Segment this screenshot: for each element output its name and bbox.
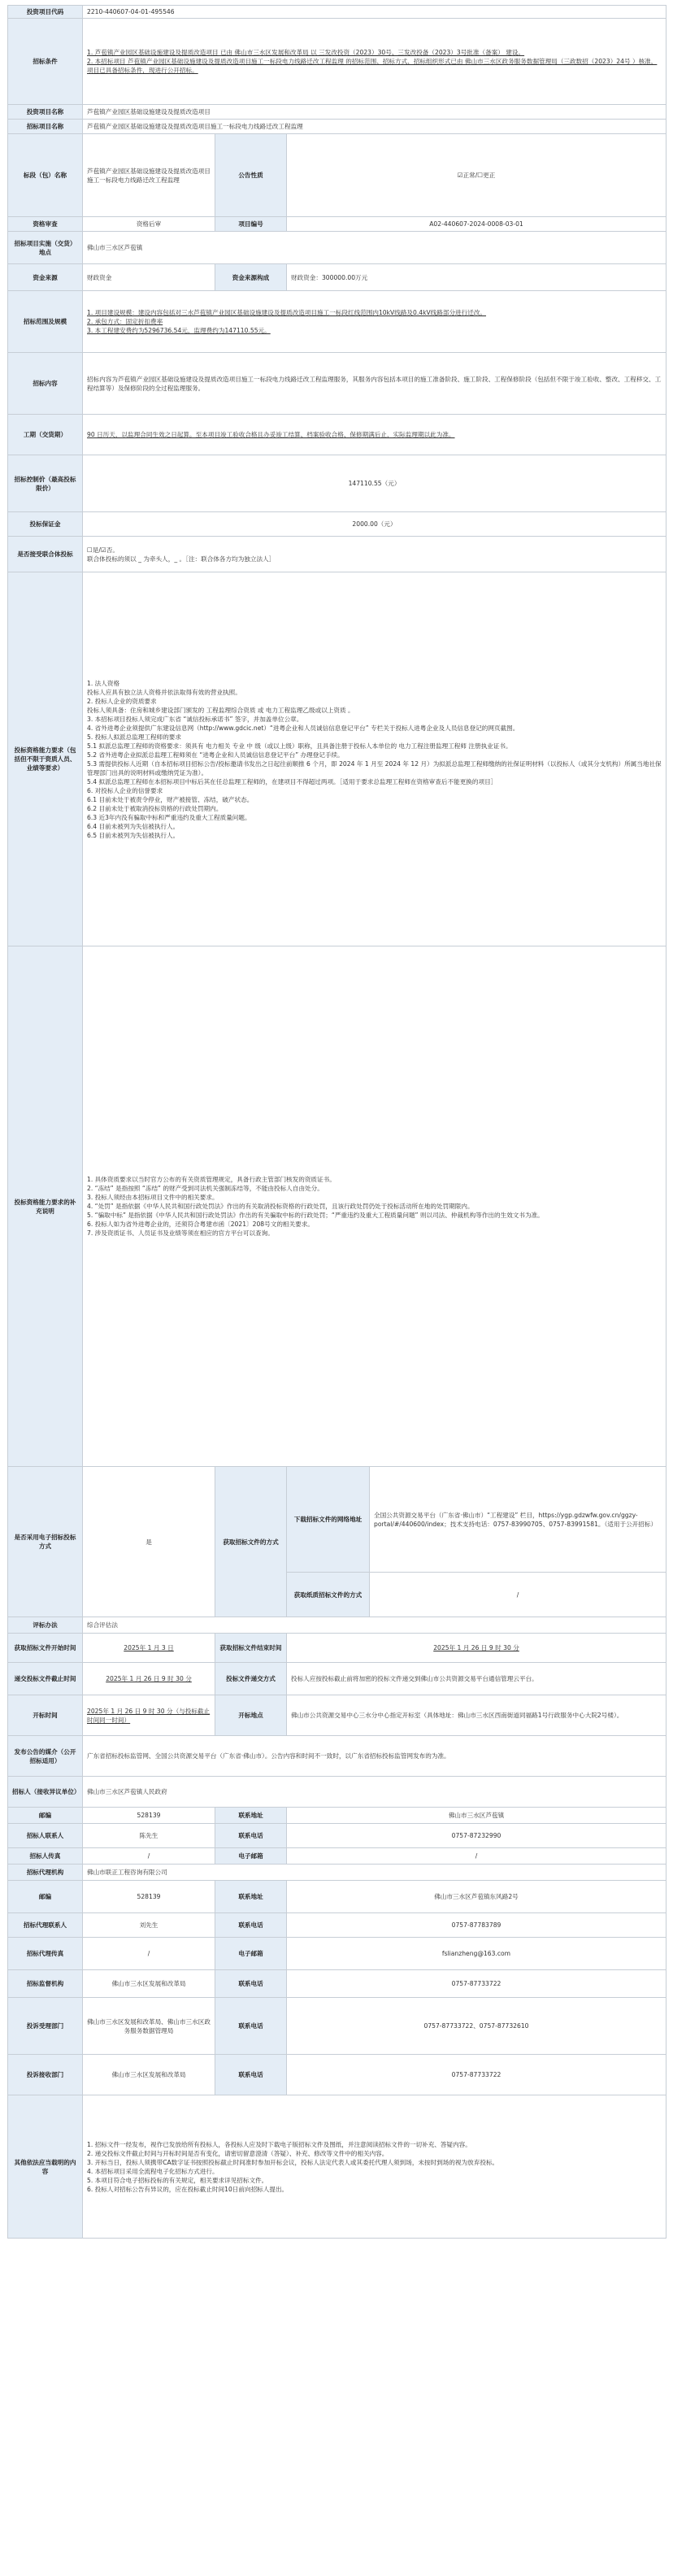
- requirement-line: 3. 本招标项目投标人须完成广东省 “诚信投标承诺书” 签字，并加盖单位公章。: [87, 715, 303, 723]
- supplementary-line: 3. 投标人须经由本招标项目文件中的相关要求。: [87, 1194, 219, 1201]
- requirement-line: 投标人应具有独立法人资格并依法取得有效的营业执照。: [87, 688, 241, 696]
- complaint-phone-label: 联系电话: [215, 1998, 287, 2055]
- scope-text: [83, 291, 666, 353]
- complaint-value: 佛山市三水区发展和改革局、佛山市三水区政务服务数据管理局: [83, 1998, 215, 2055]
- project-code-label: 投资项目代码: [8, 6, 83, 19]
- other-line: 6. 投标人对招标公告有异议的，应在投标截止时间10日前向招标人提出。: [87, 2185, 289, 2193]
- download-method-label: 获取招标文件的方式: [215, 1467, 287, 1617]
- project-number-label: 项目编号: [215, 217, 287, 232]
- tenderer-label: 招标人（接收异议单位）: [8, 1777, 83, 1808]
- supplementary-line: 6. 投标人如为省外进粤企业的，还须符合粤建市函〔2021〕208号文的相关要求。: [87, 1221, 314, 1228]
- tenderer-email-label: 电子邮箱: [215, 1848, 287, 1865]
- project-number-value: A02-440607-2024-0008-03-01: [287, 217, 666, 232]
- paper-method-label: 获取纸质招标文件的方式: [287, 1573, 370, 1617]
- guarantee-value: 2000.00（元）: [83, 512, 666, 537]
- other-line: 5. 本项目符合电子招标投标的有关规定，相关要求详见招标文件。: [87, 2176, 268, 2184]
- consortium-text: [83, 537, 666, 572]
- tenderer-postcode-label: 邮编: [8, 1808, 83, 1824]
- agency-email-label: 电子邮箱: [215, 1938, 287, 1970]
- scope-line: 2. 承包方式：固定折扣费率: [87, 318, 163, 325]
- tenderer-phone-label: 联系电话: [215, 1824, 287, 1848]
- opening-time-label: 开标时间: [8, 1695, 83, 1736]
- requirement-line: 1. 法人资格: [87, 679, 120, 687]
- supervision-phone: 0757-87733722: [287, 1970, 666, 1998]
- complaint-dept-label: 投诉接收部门: [8, 2055, 83, 2095]
- requirement-line: 6. 对投标人企业的信誉要求: [87, 786, 163, 794]
- deadline-value: 2025年 1 月 26 日 9 时 30 分: [83, 1663, 215, 1695]
- submission-method-label: 投标文件递交方式: [215, 1663, 287, 1695]
- submission-method-value: 投标人应按投标截止前将加密的投标文件递交到佛山市公共资源交易平台通信管理云平台。: [287, 1663, 666, 1695]
- tenderer-phone: 0757-87232990: [287, 1824, 666, 1848]
- agency-postcode: 528139: [83, 1881, 215, 1913]
- other-line: 2. 递交投标文件截止时间与开标时间是否有变化，请密切留意澄清（答疑）、补充、修改等文件中的相关内容。: [87, 2149, 389, 2157]
- agency-fax: /: [83, 1938, 215, 1970]
- evaluation-value: 综合评估法: [83, 1617, 666, 1634]
- electronic-value: 是: [83, 1467, 215, 1617]
- tender-announcement: [7, 5, 666, 2239]
- scope-label: 招标范围及规模: [8, 291, 83, 353]
- requirement-line: 5.4 拟派总监理工程师在本招标项目中标后其在任总监理工程师的，在建项目不得超过两项。［适用于要求总监理工程师在资格审查后不能更换的项目］: [87, 777, 497, 785]
- control-price-label: 招标控制价（最高投标限价）: [8, 455, 83, 512]
- requirement-line: 6.3 近3年内没有骗取中标和严重违约及重大工程质量问题。: [87, 813, 251, 821]
- deadline-label: 递交投标文件截止时间: [8, 1663, 83, 1695]
- tenderer-postcode: 528139: [83, 1808, 215, 1824]
- scope-line: 3. 本工程建安费约为5296736.54元，监理费约为147110.55元。: [87, 327, 271, 334]
- tenderer-address-label: 联系地址: [215, 1808, 287, 1824]
- requirement-line: 6.1 目前未处于被责令停业，财产被接管、冻结，破产状态。: [87, 795, 254, 803]
- obtain-start-value: 2025年 1 月 3 日: [83, 1634, 215, 1663]
- agency-contact-label: 招标代理联系人: [8, 1913, 83, 1938]
- lot-value: 芦苞镇产业园区基础设施建设及提质改造项目施工一标段电力线路迁改工程监理: [83, 134, 215, 217]
- duration-label: 工期（交货期）: [8, 415, 83, 455]
- download-address-label: 下载招标文件的网络地址: [287, 1467, 370, 1573]
- agency-name: 佛山市联正工程咨询有限公司: [83, 1865, 666, 1881]
- obtain-end-value: 2025年 1 月 26 日 9 时 30 分: [287, 1634, 666, 1663]
- announcement-table: [7, 5, 666, 2239]
- complaint-label: 投诉受理部门: [8, 1998, 83, 2055]
- agency-address-label: 联系地址: [215, 1881, 287, 1913]
- consortium-line: 联合体投标的须以 _ 为牵头人，_ 。［注：联合体各方均为独立法人］: [87, 555, 276, 563]
- requirement-line: 6.4 目前未被列为失信被执行人。: [87, 822, 180, 830]
- agency-label: 招标代理机构: [8, 1865, 83, 1881]
- tender-project-name-value: 芦苞镇产业园区基础设施建设及提质改造项目施工一标段电力线路迁改工程监理: [83, 120, 666, 134]
- other-line: 4. 本招标项目采用全流程电子化招标方式进行。: [87, 2167, 219, 2175]
- other-label: 其他依法应当载明的内容: [8, 2095, 83, 2239]
- opening-place-value: 佛山市公共资源交易中心三水分中心指定开标室（具体地址：佛山市三水区西南街道同福路1号行政服务中心大院2号楼）。: [287, 1695, 666, 1736]
- funds-amount-value: 财政资金：300000.00万元: [287, 264, 666, 291]
- tenderer-contact-label: 招标人联系人: [8, 1824, 83, 1848]
- complaint-dept-value: 佛山市三水区发展和改革局: [83, 2055, 215, 2095]
- opening-place-label: 开标地点: [215, 1695, 287, 1736]
- lot-label: 标段（包）名称: [8, 134, 83, 217]
- tenderer-fax-label: 招标人传真: [8, 1848, 83, 1865]
- requirement-line: 2. 投标人企业的资质要求: [87, 697, 157, 705]
- tender-conditions-label: 招标条件: [8, 19, 83, 105]
- complaint-dept-phone: 0757-87733722: [287, 2055, 666, 2095]
- complaint-phone: 0757-87733722、0757-87732610: [287, 1998, 666, 2055]
- qualification-label: 资格审查: [8, 217, 83, 232]
- tenderer-name: 佛山市三水区芦苞镇人民政府: [83, 1777, 666, 1808]
- supplementary-line: 7. 涉及资质证书、人员证书及业绩等须在相应的官方平台可以查询。: [87, 1229, 274, 1237]
- tender-conditions-line: 1. 芦苞镇产业园区基础设施建设及提质改造项目 已由 佛山市三水区发展和改革局 以 三发改投资（2023）30号、三发改投备（2023）3号批准（备案） 建设。: [87, 49, 525, 56]
- supplementary-text: [83, 946, 666, 1467]
- agency-postcode-label: 邮编: [8, 1881, 83, 1913]
- supplementary-label: 投标资格能力要求的补充说明: [8, 946, 83, 1467]
- requirement-line: 5. 投标人拟派总监理工程师的要求: [87, 733, 181, 741]
- project-code-value: 2210-440607-04-01-495546: [83, 6, 666, 19]
- project-name-value: 芦苞镇产业园区基础设施建设及提质改造项目: [83, 105, 666, 120]
- funds-amount-label: 资金来源构成: [215, 264, 287, 291]
- consortium-label: 是否接受联合体投标: [8, 537, 83, 572]
- notice-type-value: ☑正常/☐更正: [287, 134, 666, 217]
- location-value: 佛山市三水区芦苞镇: [83, 232, 666, 264]
- content-line: 招标内容为芦苞镇产业园区基础设施建设及提质改造项目施工一标段电力线路迁改工程监理服务，其服务内容包括本项目的施工准备阶段、施工阶段、工程保修阶段（包括但不限于竣工验收、整改、工程移交、工程结算等）及保修阶段的全过程监理服务。: [87, 375, 662, 392]
- control-price-value: 147110.55（元）: [83, 455, 666, 512]
- project-name-label: 投资项目名称: [8, 105, 83, 120]
- funds-value: 财政资金: [83, 264, 215, 291]
- requirement-line: 6.2 目前未处于被取消投标资格的行政处罚期内。: [87, 804, 223, 812]
- tender-conditions-text: [83, 19, 666, 105]
- scope-line: 1. 项目建设规模：建设内容包括对三水芦苞镇产业园区基础设施建设及提质改造项目施工一标段红线范围内10kV线路及0.4kV线路部分进行迁改。: [87, 309, 487, 316]
- tenderer-email: /: [287, 1848, 666, 1865]
- requirement-line: 5.2 省外进粤企业拟派总监理工程师须在 “进粤企业和人员诚信信息登记平台” 办理登记手续。: [87, 751, 344, 759]
- supplementary-line: 5. “骗取中标” 是指依据《中华人民共和国行政处罚法》作出的有关骗取中标的行政处罚；“严重违约及重大工程质量问题” 则以司法、仲裁机构等作出的生效文书为准。: [87, 1212, 544, 1219]
- agency-phone: 0757-87783789: [287, 1913, 666, 1938]
- requirement-line: 5.1 拟派总监理工程师的资格要求：须具有 电力相关 专业 中 级（或以上级）职称，且具备注册于投标人本单位的 电力工程注册监理工程师 注册执业证书。: [87, 742, 512, 750]
- tenderer-fax: /: [83, 1848, 215, 1865]
- tender-project-name-label: 招标项目名称: [8, 120, 83, 134]
- other-text: [83, 2095, 666, 2239]
- agency-address: 佛山市三水区芦苞镇东风路2号: [287, 1881, 666, 1913]
- tenderer-address: 佛山市三水区芦苞镇: [287, 1808, 666, 1824]
- evaluation-label: 评标办法: [8, 1617, 83, 1634]
- guarantee-label: 投标保证金: [8, 512, 83, 537]
- obtain-start-label: 获取招标文件开始时间: [8, 1634, 83, 1663]
- download-address-value[interactable]: 全国公共资源交易平台（广东省·佛山市）“工程建设” 栏目，https://ygp.gdzwfw.gov.cn/ggzy-portal/#/440600/index；技术支持电话：0757-83990705、0757-83991581。（适用于公开招标）: [370, 1467, 666, 1573]
- content-text: [83, 353, 666, 415]
- requirement-line: 4. 省外进粤企业须提供广东建设信息网（http://www.gdcic.net）“进粤企业和人员诚信信息登记平台” 专栏关于投标人进粤企业及人员信息登记的网页截图。: [87, 724, 519, 732]
- other-line: 1. 招标文件一经发布，视作已发放给所有投标人，各投标人应及时下载电子版招标文件及图纸，并注意阅读招标文件的一切补充、答疑内容。: [87, 2140, 471, 2148]
- requirement-line: 投标人须具备：住房和城乡建设部门颁发的 工程监理综合资质 或 电力工程监理乙级或以上资质 。: [87, 706, 354, 714]
- media-label: 发布公告的媒介（公开招标适用）: [8, 1736, 83, 1777]
- agency-contact: 刘先生: [83, 1913, 215, 1938]
- supervision-phone-label: 联系电话: [215, 1970, 287, 1998]
- bidder-requirements-text: [83, 572, 666, 946]
- paper-method-value: /: [370, 1573, 666, 1617]
- supplementary-line: 2. “冻结” 是指按照 “冻结” 的财产受到司法机关强制冻结等，不能由投标人自由处分。: [87, 1185, 323, 1192]
- requirement-line: 5.3 需提供投标人近期（自本招标项目招标公告/投标邀请书发出之日起往前顺推 6 个月，即 2024 年 1 月至 2024 年 12 月）为拟派总监理工程师缴纳的社保证明材料（以投标人（或其分支机构）所属当地社保管理部门出具的说明材料或缴纳凭证为准）。: [87, 759, 662, 777]
- location-label: 招标项目实施（交货）地点: [8, 232, 83, 264]
- obtain-end-label: 获取招标文件结束时间: [215, 1634, 287, 1663]
- consortium-line: ☐是/☑否。: [87, 546, 119, 554]
- tenderer-contact: 陈先生: [83, 1824, 215, 1848]
- opening-time-value: 2025年 1 月 26 日 9 时 30 分（与投标截止时间同一时间）: [83, 1695, 215, 1736]
- other-line: 3. 开标当日，投标人须携带CA数字证书按照投标截止时间准时参加开标会议，投标人法定代表人或其委托代理人须到场，未按时到场的视为放弃投标。: [87, 2158, 499, 2166]
- funds-label: 资金来源: [8, 264, 83, 291]
- bidder-requirements-label: 投标资格能力要求（包括但不限于资质人员、业绩等要求）: [8, 572, 83, 946]
- duration-text: [83, 415, 666, 455]
- supplementary-line: 1. 具体资质要求以当时官方公布的有关资质管理规定，具备行政主管部门核发的资质证书。: [87, 1176, 336, 1183]
- tender-conditions-line: 2. 本招标项目 芦苞镇产业园区基础设施建设及提质改造项目施工一标段电力线路迁改工程监理 的招标范围、招标方式、招标组织形式已由 佛山市三水区政务服务数据管理局（三政数招（2023）24号 ）核准，项目已具备招标条件，现进行公开招标。: [87, 58, 658, 74]
- notice-type-label: 公告性质: [215, 134, 287, 217]
- supervision-label: 招标监督机构: [8, 1970, 83, 1998]
- supplementary-line: 4. “处罚” 是指依据《中华人民共和国行政处罚法》作出的有关取消投标资格的行政处罚，且该行政处罚仍处于投标活动所在地的处罚期限内。: [87, 1203, 474, 1210]
- agency-email[interactable]: fslianzheng@163.com: [287, 1938, 666, 1970]
- requirement-line: 6.5 目前未被列为失信被执行人。: [87, 831, 180, 839]
- agency-phone-label: 联系电话: [215, 1913, 287, 1938]
- qualification-value: 资格后审: [83, 217, 215, 232]
- duration-line: 90 日历天，以监理合同生效之日起算。至本项目竣工验收合格且办妥竣工结算、档案验收合格、保修期满后止，实际监理期以此为准。: [87, 431, 455, 438]
- content-label: 招标内容: [8, 353, 83, 415]
- agency-fax-label: 招标代理传真: [8, 1938, 83, 1970]
- complaint-dept-phone-label: 联系电话: [215, 2055, 287, 2095]
- supervision-value: 佛山市三水区发展和改革局: [83, 1970, 215, 1998]
- electronic-label: 是否采用电子招标投标方式: [8, 1467, 83, 1617]
- media-value: 广东省招标投标监管网、全国公共资源交易平台（广东省·佛山市）。公告内容和时间不一致时，以广东省招标投标监管网发布的为准。: [83, 1736, 666, 1777]
